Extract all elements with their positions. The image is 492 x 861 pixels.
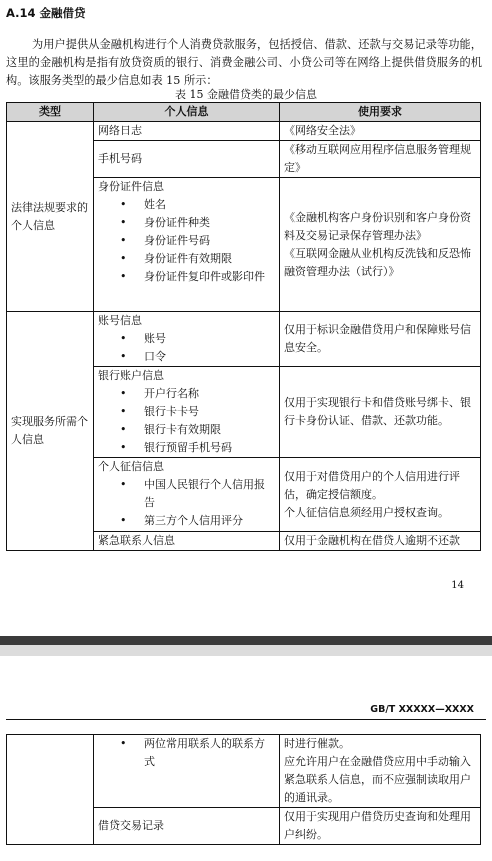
- category-service: 实现服务所需个人信息: [7, 312, 94, 551]
- info-table: [6, 102, 481, 551]
- standard-code: GB/T XXXXX—XXXX: [370, 704, 474, 715]
- info-network-log: 网络日志: [94, 122, 280, 141]
- credit-title: 个人征信信息: [98, 460, 164, 473]
- section-heading: A.14 金融借贷: [6, 6, 86, 20]
- req-emergency-line: 时进行催款。: [284, 737, 350, 750]
- emergency-list: [98, 735, 275, 771]
- credit-list: [98, 476, 275, 530]
- category-service-cont: [7, 735, 94, 845]
- info-trade-record: 借贷交易记录: [94, 808, 280, 845]
- page-break: [0, 636, 492, 656]
- list-item: • 银行卡有效期限: [98, 421, 275, 439]
- req-id-document-line: 《金融机构客户身份识别和客户身份资料及交易记录保存管理办法》: [284, 210, 471, 242]
- table-row: [7, 122, 481, 141]
- table-row: [7, 312, 481, 367]
- list-item: • 姓名: [98, 196, 275, 214]
- header-personal-info: 个人信息: [94, 103, 280, 122]
- list-item: • 账号: [98, 330, 275, 348]
- info-phone: 手机号码: [94, 141, 280, 178]
- req-bank-account: 仅用于实现银行卡和借贷账号绑卡、银行卡身份认证、借款、还款功能。: [280, 367, 481, 458]
- bank-list: [98, 385, 275, 457]
- req-credit-line: 仅用于对借贷用户的个人信用进行评估，确定授信额度。: [284, 469, 460, 501]
- req-credit-line: 个人征信信息须经用户授权查询。: [284, 505, 449, 519]
- req-network-log: 《网络安全法》: [280, 122, 481, 141]
- req-trade-record: 仅用于实现用户借贷历史查询和处理用户纠纷。: [280, 808, 481, 845]
- account-list: [98, 330, 275, 366]
- list-item: • 两位常用联系人的联系方式: [98, 735, 275, 771]
- list-item: • 第三方个人信用评分: [98, 512, 275, 530]
- table-row: [7, 735, 481, 808]
- req-id-document-line: 《互联网金融从业机构反洗钱和反恐怖融资管理办法（试行）》: [284, 246, 471, 278]
- info-table-continued: [6, 734, 481, 845]
- req-emergency-line: 应允许用户在金融借贷应用中手动输入紧急联系人信息，而不应强制读取用户的通讯录。: [284, 755, 471, 804]
- req-phone: 《移动互联网应用程序信息服务管理规定》: [280, 141, 481, 178]
- id-doc-title: 身份证件信息: [98, 180, 164, 193]
- info-credit: [94, 458, 280, 532]
- list-item: • 身份证件种类: [98, 214, 275, 232]
- list-item: • 银行卡卡号: [98, 403, 275, 421]
- table-header-row: [7, 103, 481, 122]
- req-emergency-contact: 仅用于金融机构在借贷人逾期不还款: [280, 532, 481, 551]
- info-bank-account: [94, 367, 280, 458]
- list-item: • 银行预留手机号码: [98, 439, 275, 457]
- id-doc-list: [98, 196, 275, 286]
- info-emergency-cont: [94, 735, 280, 808]
- info-id-document: [94, 178, 280, 312]
- req-emergency-cont: [280, 735, 481, 808]
- category-legal: 法律法规要求的个人信息: [7, 122, 94, 312]
- account-title: 账号信息: [98, 314, 142, 327]
- header-usage-requirement: 使用要求: [280, 103, 481, 122]
- list-item: • 口令: [98, 348, 275, 366]
- intro-paragraph: 为用户提供从金融机构进行个人消费贷款服务，包括授信、借款、还款与交易记录等功能，这里的金融机构是指有放贷资质的银行、消费金融公司、小贷公司等在网络上提供借贷服务的机构。该服务类型的最少信息如表 15 所示：: [6, 38, 482, 87]
- page-number: 14: [451, 580, 464, 591]
- list-item: • 中国人民银行个人信用报告: [98, 476, 275, 512]
- bank-title: 银行账户信息: [98, 369, 164, 382]
- req-credit: [280, 458, 481, 532]
- header-rule: [6, 719, 486, 720]
- table-caption: 表 15 金融借贷类的最少信息: [175, 88, 317, 101]
- list-item: • 身份证件号码: [98, 232, 275, 250]
- list-item: • 身份证件有效期限: [98, 250, 275, 268]
- info-emergency-contact: 紧急联系人信息: [94, 532, 280, 551]
- list-item: • 开户行名称: [98, 385, 275, 403]
- req-account: 仅用于标识金融借贷用户和保障账号信息安全。: [280, 312, 481, 367]
- header-type: 类型: [7, 103, 94, 122]
- req-id-document: [280, 178, 481, 312]
- list-item: • 身份证件复印件或影印件: [98, 268, 275, 286]
- info-account: [94, 312, 280, 367]
